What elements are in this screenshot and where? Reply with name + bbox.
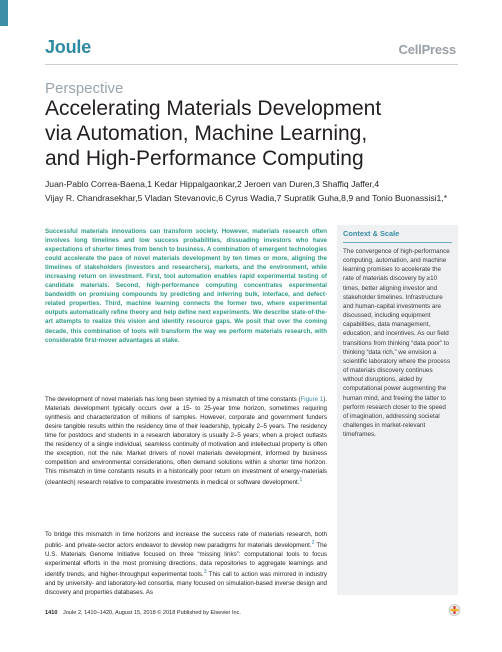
title-line: and High-Performance Computing [45, 147, 364, 170]
article-type: Perspective [45, 80, 124, 97]
reference-3-link[interactable]: 3 [203, 569, 207, 576]
corner-accent-bar [0, 0, 8, 26]
body-paragraph-2 [45, 530, 327, 597]
footer-citation: Joule 2, 1410–1420, August 15, 2018 © 2018 Published by Elsevier Inc. [63, 610, 241, 616]
publisher-logo: CellPress [398, 42, 456, 57]
body-paragraph-1 [45, 395, 327, 487]
context-body: The convergence of high-performance computing, automation, and machine learning promises to accelerate the rate of materials discovery by ≥10 times, better aligning investor and stakeholder timelines. Infrastructure and human-capital investments are discussed, including equipment capabilities, data management, education, and incentives. As our field transitions from thinking “data poor” to thinking “data rich,” we envision a scientific laboratory where the process of materials discovery continues without disruptions, aided by computational power augmenting the human mind, and freeing the latter to perform research closer to the speed of imagination, addressing societal challenges in market-relevant timeframes. [343, 248, 451, 439]
article-title [45, 96, 465, 171]
summary-abstract: Successful materials innovations can transform society. However, materials research often involves long timelines and low success probabilities, dissuading investors who have expectations of shorter times from bench to business. A combination of emergent technologies could accelerate the pace of novel materials development by ten times or more, aligning the timelines of stakeholders (investors and researchers), markets, and the environment, while increasing return on investment. First, tool automation enables rapid experimental testing of candidate materials. Second, high-performance computing concentrates experimental bandwidth on promising compounds by predicting and inferring bulk, interface, and defect-related properties. Third, machine learning connects the former two, where experimental outputs automatically refine theory and help define next experiments. We describe state-of-the-art attempts to realize this vision and identify resource gaps. We posit that over the coming decade, this combination of tools will transform the way we perform materials research, with considerable first-mover advantages at stake. [45, 228, 327, 344]
context-divider [343, 242, 452, 243]
context-title: Context & Scale [343, 229, 400, 238]
page-number: 1410 [45, 610, 58, 616]
author-line: Vijay R. Chandrasekhar,5 Vladan Stevanovic,6 Cyrus Wadia,7 Supratik Guha,8,9 and Tonio Buonassisi1,* [45, 193, 448, 203]
figure-1-link[interactable]: Figure 1 [300, 396, 324, 403]
header-divider [45, 64, 458, 65]
body-text-run: The development of novel materials has long been stymied by a mismatch of time constants ( [45, 396, 301, 403]
body-text-run: The U.S. Materials Genome Initiative focused on three “missing links”: computational tools to focus experimental efforts in the most promising directions, data repositories to aggregate learnings and identify trends, and higher-throughput experimental tools. [45, 542, 327, 579]
author-line: Juan-Pablo Correa-Baena,1 Kedar Hippalgaonkar,2 Jeroen van Duren,3 Shaffiq Jaffer,4 [45, 179, 380, 189]
author-list [45, 177, 465, 205]
body-text-run: ). Materials development typically occurs over a 15- to 25-year time horizon, sometimes requiring synthesis and characterization of millions of samples. However, corporate and government funders desire tangible results within the residency time of their leadership, typically 2–5 years. The residency time for postdocs and students in a research laboratory is usually 2–5 years; when a project outlasts the residency of a single individual, seamless continuity of motivation and intellectual property is often the exception, not the rule. Market drivers of novel materials development, informed by business competition and environmental considerations, often demand solutions within a shorter time horizon. This mismatch in time constants results in a historically poor return on investment of energy-materials (cleantech) research relative to comparable investments in medical or software development. [45, 396, 328, 487]
body-text-run: This call to action was mirrored in industry and by university- and laboratory-led consortia, many focused on simulation-based inverse design and discovery and properties databases. As [45, 571, 327, 597]
page-footer [45, 610, 241, 616]
reference-2-link[interactable]: 2 [311, 540, 315, 546]
journal-logo: Joule [45, 37, 92, 57]
body-text-run: To bridge this mismatch in time horizons and increase the success rate of materials research, both public- and private-sector actors endeavor to develop new paradigms for materials development. [45, 531, 327, 550]
title-line: Accelerating Materials Development [45, 97, 382, 120]
reference-1-link[interactable]: 1 [299, 477, 303, 483]
context-and-scale-box [337, 225, 458, 595]
title-line: via Automation, Machine Learning, [45, 122, 368, 145]
crossmark-icon[interactable] [448, 604, 461, 618]
